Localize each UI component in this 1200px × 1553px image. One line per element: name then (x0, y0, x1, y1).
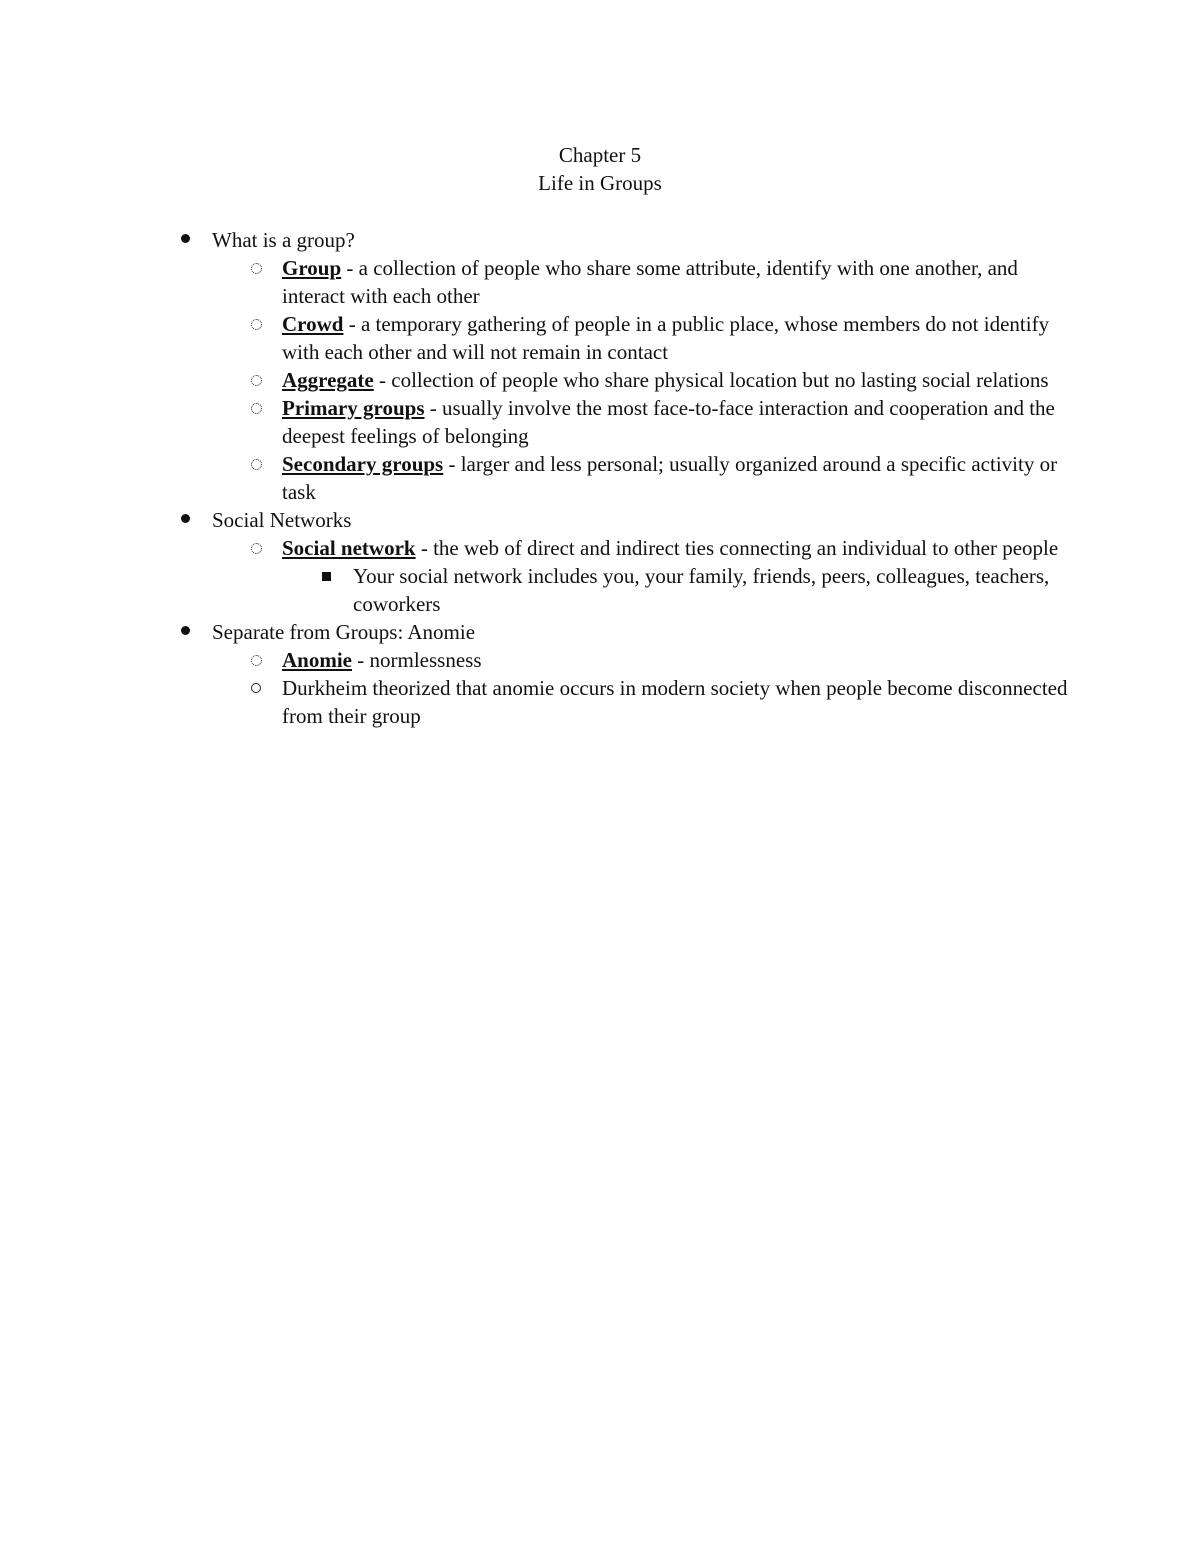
list-item-aggregate (0, 366, 1200, 394)
term-social-network: Social network (282, 536, 416, 560)
definition-social-network: - the web of direct and indirect ties connecting an individual to other people (415, 536, 1059, 560)
circle-bullet-icon (248, 459, 264, 470)
list-item-anomie (0, 646, 1200, 674)
list-item-label: Social Networks (212, 508, 352, 532)
disc-bullet-icon (178, 626, 192, 635)
list-item-social-network-detail (0, 562, 1200, 618)
document-subtitle: Life in Groups (538, 171, 662, 195)
list-item-crowd (0, 310, 1200, 366)
list-item-durkheim (0, 674, 1200, 730)
list-item-text: Durkheim theorized that anomie occurs in modern society when people become disconnected from their group (282, 676, 1068, 728)
circle-bullet-icon (248, 683, 264, 693)
circle-bullet-icon (248, 319, 264, 330)
square-bullet-icon (318, 572, 334, 581)
disc-bullet-icon (178, 234, 192, 243)
circle-bullet-icon (248, 375, 264, 386)
list-item-what-is-a-group (0, 226, 1200, 254)
circle-bullet-icon (248, 655, 264, 666)
document-title: Chapter 5 (558, 143, 642, 167)
title-block (0, 141, 1200, 197)
term-primary-groups: Primary groups (282, 396, 425, 420)
definition-crowd: - a temporary gathering of people in a public place, whose members do not identify with each other and will not remain in contact (282, 312, 1050, 364)
list-item-label: Separate from Groups: Anomie (212, 620, 476, 644)
list-item-label: What is a group? (212, 228, 355, 252)
list-item-group (0, 254, 1200, 310)
list-item-primary-groups (0, 394, 1200, 450)
circle-bullet-icon (248, 403, 264, 414)
definition-primary-groups: - usually involve the most face-to-face interaction and cooperation and the deepest feelings of belonging (282, 396, 1055, 448)
definition-secondary-groups: - larger and less personal; usually organized around a specific activity or task (282, 452, 1058, 504)
term-anomie: Anomie (282, 648, 352, 672)
term-aggregate: Aggregate (282, 368, 374, 392)
list-item-secondary-groups (0, 450, 1200, 506)
term-secondary-groups: Secondary groups (282, 452, 444, 476)
term-group: Group (282, 256, 342, 280)
definition-anomie: - normlessness (352, 648, 482, 672)
list-item-text: Your social network includes you, your family, friends, peers, colleagues, teachers, coworkers (353, 564, 1050, 616)
term-crowd: Crowd (282, 312, 344, 336)
disc-bullet-icon (178, 514, 192, 523)
circle-bullet-icon (248, 543, 264, 554)
definition-aggregate: - collection of people who share physical location but no lasting social relations (373, 368, 1049, 392)
outline (0, 226, 1200, 730)
definition-group: - a collection of people who share some attribute, identify with one another, and interact with each other (282, 256, 1018, 308)
list-item-social-network (0, 534, 1200, 562)
list-item-anomie-section (0, 618, 1200, 646)
list-item-social-networks (0, 506, 1200, 534)
circle-bullet-icon (248, 263, 264, 274)
